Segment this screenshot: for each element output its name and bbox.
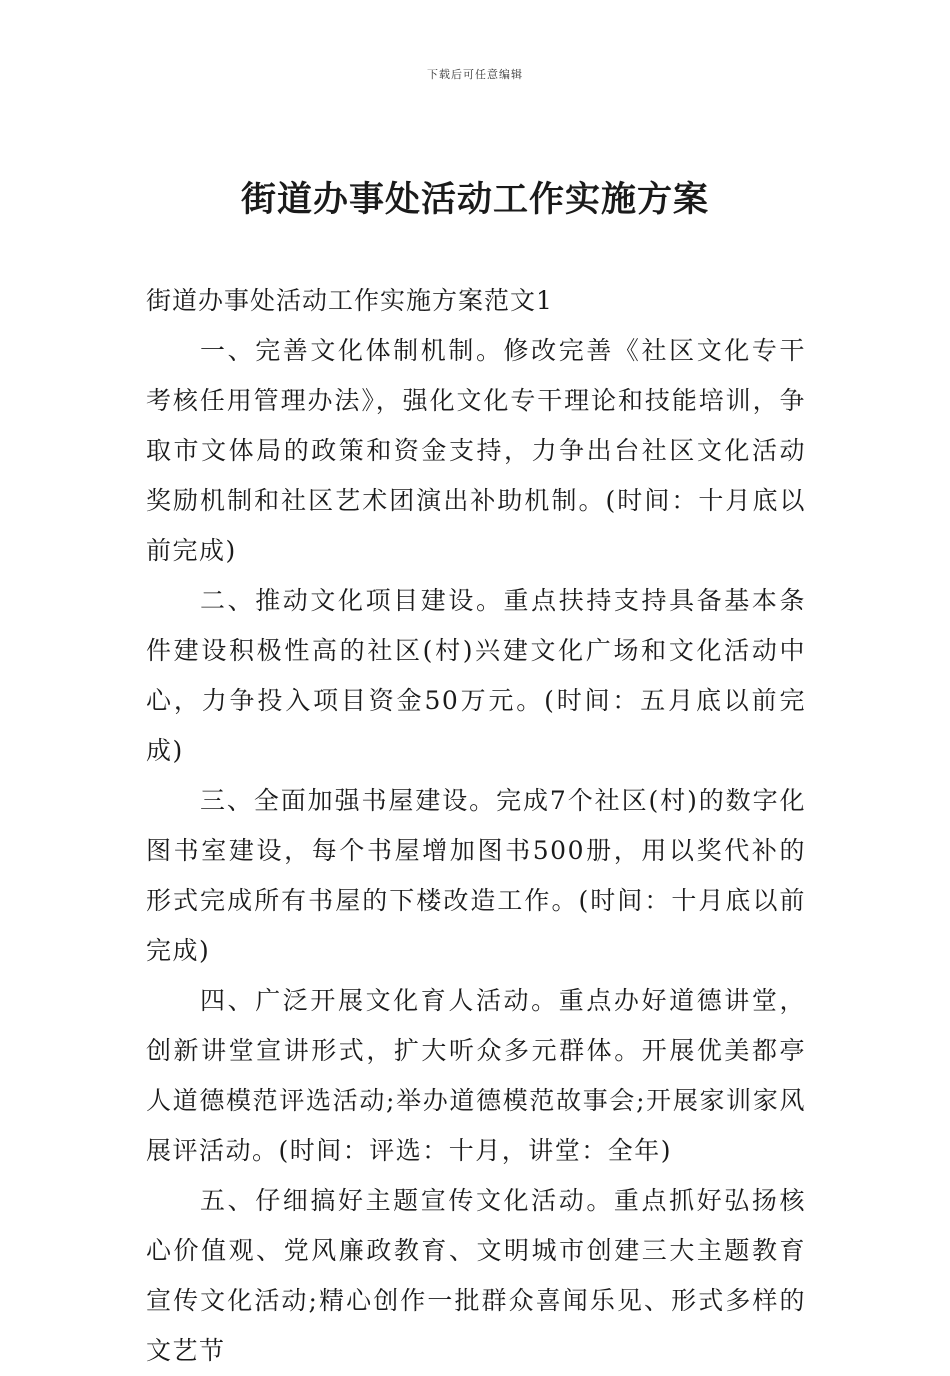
header-note: 下载后可任意编辑 [427,68,523,81]
document-title: 街道办事处活动工作实施方案 [240,180,709,220]
section-subtitle: 街道办事处活动工作实施方案范文1 [146,286,553,315]
paragraph-3: 三、全面加强书屋建设。完成7个社区(村)的数字化图书室建设，每个书屋增加图书500册，用以奖代补的形式完成所有书屋的下楼改造工作。(时间：十月底以前完成) [146,786,806,965]
paragraph-5: 五、仔细搞好主题宣传文化活动。重点抓好弘扬核心价值观、党风廉政教育、文明城市创建三大主题教育宣传文化活动;精心创作一批群众喜闻乐见、形式多样的文艺节 [146,1186,806,1365]
paragraph-4: 四、广泛开展文化育人活动。重点办好道德讲堂，创新讲堂宣讲形式，扩大听众多元群体。开展优美都亭人道德模范评选活动;举办道德模范故事会;开展家训家风展评活动。(时间：评选：十月，讲堂：全年) [146,986,806,1165]
document-body [146,276,806,1365]
paragraph-2: 二、推动文化项目建设。重点扶持支持具备基本条件建设积极性高的社区(村)兴建文化广场和文化活动中心，力争投入项目资金50万元。(时间：五月底以前完成) [146,586,806,765]
paragraph-1: 一、完善文化体制机制。修改完善《社区文化专干考核任用管理办法》，强化文化专干理论和技能培训，争取市文体局的政策和资金支持，力争出台社区文化活动奖励机制和社区艺术团演出补助机制。(时间：十月底以前完成) [146,336,806,565]
